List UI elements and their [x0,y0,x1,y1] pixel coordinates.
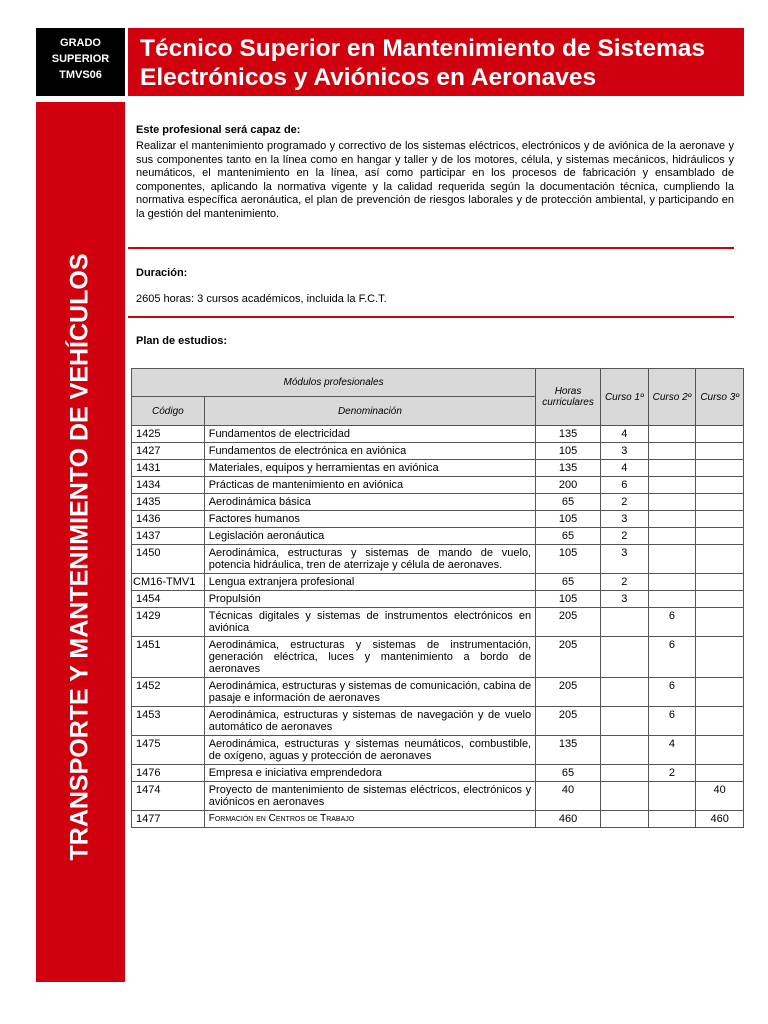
table-cell-hours: 65 [536,494,601,511]
table-cell-code: 1475 [132,736,205,765]
table-cell-c3 [696,765,744,782]
table-cell-c3 [696,443,744,460]
table-cell-hours: 40 [536,782,601,811]
profile-heading: Este profesional será capaz de: [136,124,301,136]
sidebar-band [36,102,125,982]
table-cell-code: 1434 [132,477,205,494]
table-cell-c3: 460 [696,811,744,828]
table-cell-name: Técnicas digitales y sistemas de instrumentos electrónicos en aviónica [204,608,535,637]
table-cell-code: 1477 [132,811,205,828]
table-cell-c1 [600,608,648,637]
grade-badge [36,28,125,96]
modules-header: Módulos profesionales [132,369,536,397]
table-cell-c1: 4 [600,460,648,477]
table-cell-name: Prácticas de mantenimiento en aviónica [204,477,535,494]
table-cell-c3 [696,528,744,545]
table-cell-c1 [600,765,648,782]
duration-heading: Duración: [136,267,188,279]
table-cell-name: Materiales, equipos y herramientas en aviónica [204,460,535,477]
table-cell-name: Empresa e iniciativa emprendedora [204,765,535,782]
table-cell-code: 1454 [132,591,205,608]
table-cell-c2 [648,477,696,494]
table-row [132,782,744,811]
table-row [132,736,744,765]
table-cell-c2 [648,811,696,828]
table-cell-c3 [696,545,744,574]
sidebar-label: TRANSPORTE Y MANTENIMIENTO DE VEHÍCULOS [65,253,94,861]
table-cell-c3 [696,707,744,736]
table-row [132,443,744,460]
table-cell-name: Aerodinámica, estructuras y sistemas neumáticos, combustible, de oxígeno, aguas y protección de aeronaves [204,736,535,765]
table-cell-name: Factores humanos [204,511,535,528]
table-cell-c3 [696,608,744,637]
table-cell-c1 [600,811,648,828]
table-cell-c1: 2 [600,528,648,545]
table-cell-c3 [696,637,744,678]
table-row [132,545,744,574]
table-cell-code: 1450 [132,545,205,574]
table-cell-c3 [696,511,744,528]
table-cell-c3: 40 [696,782,744,811]
table-cell-c1: 4 [600,426,648,443]
grade-line-2: SUPERIOR [51,53,110,65]
table-cell-name: Aerodinámica, estructuras y sistemas de instrumentación, generación eléctrica, luces y mantenimiento a bordo de aeronaves [204,637,535,678]
table-cell-name: Proyecto de mantenimiento de sistemas eléctricos, electrónicos y aviónicos en aeronaves [204,782,535,811]
table-cell-name: Aerodinámica básica [204,494,535,511]
table-row [132,574,744,591]
code-header: Código [132,397,205,426]
course2-header: Curso 2º [648,369,696,426]
table-cell-name: Formación en Centros de Trabajo [204,811,535,828]
page-title [140,34,705,92]
table-cell-hours: 205 [536,678,601,707]
table-row [132,591,744,608]
table-row [132,678,744,707]
profile-text: Realizar el mantenimiento programado y correctivo de los sistemas eléctricos, electrónicos y de aviónica de la aeronave y sus componentes tanto en la línea como en hangar y taller y de los motores, célula, y sistemas mecánicos, hidráulicos y neumáticos, el mantenimiento en la línea, así como participar en los procesos de fabricación y ensamblado de componentes, aplicando la normativa vigente y la calidad requerida según la documentación técnica, cumpliendo la normativa específica aeronáutica, el plan de prevención de riesgos laborales y de protección ambiental, y participando en la gestión del mantenimiento. [136,140,734,220]
title-line-2: Electrónicos y Aviónicos en Aeronaves [140,64,597,91]
table-cell-hours: 105 [536,443,601,460]
table-cell-c1: 6 [600,477,648,494]
table-cell-c2: 6 [648,637,696,678]
table-cell-hours: 105 [536,591,601,608]
table-cell-hours: 135 [536,426,601,443]
table-cell-c2: 2 [648,765,696,782]
table-cell-c2 [648,511,696,528]
table-cell-c1: 3 [600,545,648,574]
table-cell-hours: 135 [536,460,601,477]
name-header: Denominación [204,397,535,426]
table-cell-c3 [696,591,744,608]
table-cell-code: 1425 [132,426,205,443]
table-cell-c2 [648,528,696,545]
table-cell-c1 [600,736,648,765]
table-cell-c2 [648,494,696,511]
table-cell-hours: 205 [536,637,601,678]
table-cell-c2 [648,426,696,443]
table-row [132,608,744,637]
title-banner [128,28,744,96]
grade-code: TMVS06 [59,69,102,81]
table-row [132,511,744,528]
table-cell-code: 1453 [132,707,205,736]
table-cell-name: Propulsión [204,591,535,608]
table-cell-c2 [648,574,696,591]
table-row [132,811,744,828]
table-row [132,707,744,736]
table-cell-c3 [696,460,744,477]
table-cell-code: 1474 [132,782,205,811]
table-cell-c2 [648,460,696,477]
table-cell-c3 [696,494,744,511]
title-line-1: Técnico Superior en Mantenimiento de Sistemas [140,35,705,62]
hours-header: Horas curriculares [536,369,601,426]
table-cell-name: Lengua extranjera profesional [204,574,535,591]
table-cell-c1 [600,707,648,736]
table-cell-name: Aerodinámica, estructuras y sistemas de navegación y de vuelo automático de aeronaves [204,707,535,736]
table-cell-code: 1429 [132,608,205,637]
table-cell-c3 [696,574,744,591]
table-row [132,765,744,782]
table-cell-c2 [648,443,696,460]
course1-header: Curso 1º [600,369,648,426]
table-cell-name: Fundamentos de electrónica en aviónica [204,443,535,460]
table-row [132,477,744,494]
table-row [132,637,744,678]
table-cell-c1: 3 [600,591,648,608]
table-cell-hours: 460 [536,811,601,828]
plan-heading: Plan de estudios: [136,335,228,347]
table-cell-c1: 2 [600,494,648,511]
table-cell-c3 [696,678,744,707]
table-cell-code: 1435 [132,494,205,511]
table-cell-hours: 65 [536,765,601,782]
table-cell-name: Fundamentos de electricidad [204,426,535,443]
study-plan-table [131,368,744,828]
section-divider [128,247,734,249]
table-cell-code: 1476 [132,765,205,782]
table-cell-code: 1451 [132,637,205,678]
table-cell-hours: 135 [536,736,601,765]
duration-section [136,267,734,307]
table-cell-c3 [696,477,744,494]
table-cell-code: 1431 [132,460,205,477]
table-cell-hours: 65 [536,574,601,591]
table-cell-c1 [600,782,648,811]
table-cell-name: Aerodinámica, estructuras y sistemas de mando de vuelo, potencia hidráulica, tren de aterrizaje y célula de aeronaves. [204,545,535,574]
table-cell-code: 1452 [132,678,205,707]
table-cell-hours: 200 [536,477,601,494]
table-cell-code: CM16-TMV1 [132,574,205,591]
table-cell-code: 1427 [132,443,205,460]
table-cell-c1 [600,637,648,678]
main-content [136,118,734,222]
table-cell-c2 [648,591,696,608]
table-cell-c2: 4 [648,736,696,765]
grade-line-1: GRADO [60,37,101,49]
table-cell-c2 [648,545,696,574]
table-cell-hours: 105 [536,511,601,528]
table-cell-c2 [648,782,696,811]
table-cell-c3 [696,736,744,765]
table-cell-code: 1436 [132,511,205,528]
table-row [132,460,744,477]
table-row [132,494,744,511]
table-cell-code: 1437 [132,528,205,545]
study-plan-rows [132,426,744,828]
table-cell-name: Legislación aeronáutica [204,528,535,545]
table-cell-c1 [600,678,648,707]
table-cell-name: Aerodinámica, estructuras y sistemas de comunicación, cabina de pasaje e información de aeronaves [204,678,535,707]
table-cell-c3 [696,426,744,443]
table-cell-c1: 2 [600,574,648,591]
course3-header: Curso 3º [696,369,744,426]
table-row [132,528,744,545]
table-cell-c2: 6 [648,678,696,707]
table-cell-hours: 105 [536,545,601,574]
table-row [132,426,744,443]
table-cell-hours: 205 [536,608,601,637]
table-cell-c2: 6 [648,608,696,637]
section-divider [128,316,734,318]
table-cell-c1: 3 [600,443,648,460]
table-cell-c1: 3 [600,511,648,528]
table-cell-hours: 205 [536,707,601,736]
table-cell-hours: 65 [536,528,601,545]
table-cell-c2: 6 [648,707,696,736]
duration-text: 2605 horas: 3 cursos académicos, incluida la F.C.T. [136,293,387,305]
